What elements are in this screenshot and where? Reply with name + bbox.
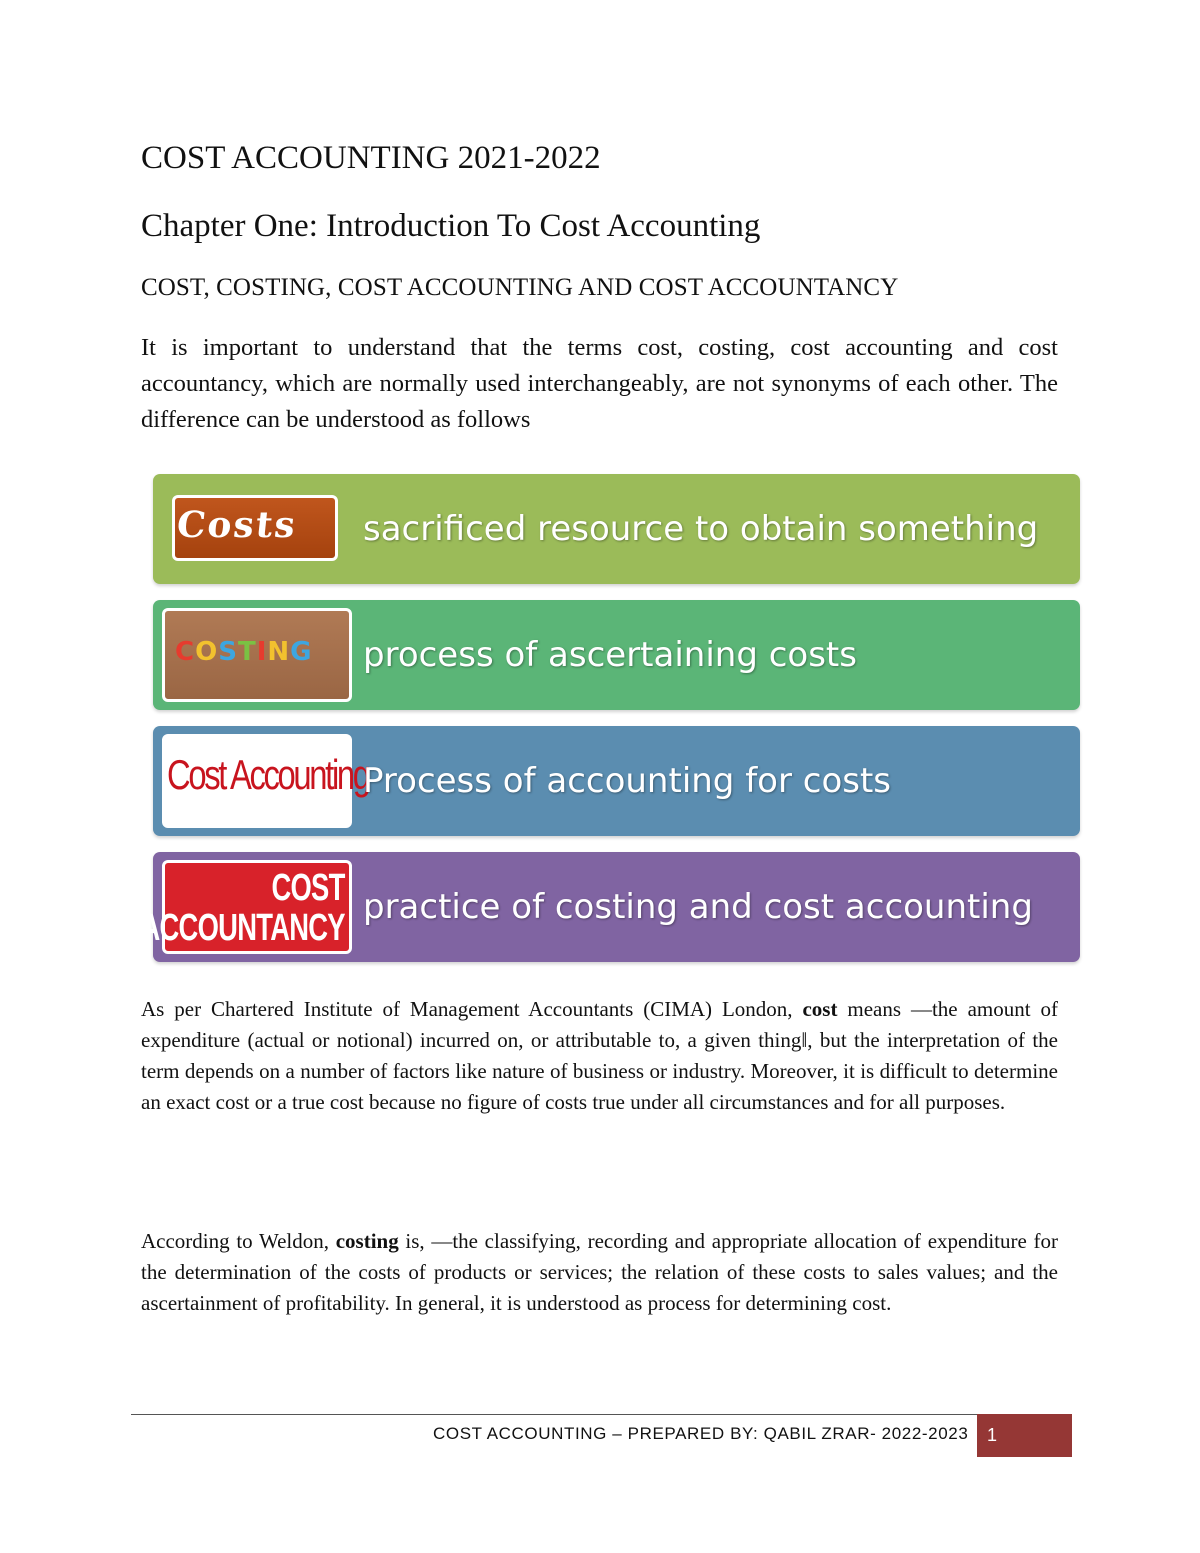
p2-text-a: According to Weldon, xyxy=(141,1229,336,1253)
section-heading: COST, COSTING, COST ACCOUNTING AND COST ACCOUNTANCY xyxy=(141,274,899,301)
costs-thumbnail xyxy=(172,495,338,561)
cost-accountancy-thumbnail-line1: COST xyxy=(271,867,345,909)
cost-accountancy-thumbnail-line2: ACCOUNTANCY xyxy=(140,907,345,949)
cima-definition-paragraph xyxy=(141,994,1058,1118)
definition-band-cost-accounting xyxy=(153,726,1080,836)
p1-text-b: means ―the amount of expenditure (actual or notional) incurred on, or attributable to, a given thing‖, but the interpretation of the term depends on a number of factors like nature of business or industry. Moreover, it is difficult to determine an exact cost or a true cost because no figure of costs true under all circumstances and for all purposes. xyxy=(141,997,1058,1114)
p2-text-b: is, ―the classifying, recording and appropriate allocation of expenditure for the determination of the costs of products or services; the relation of these costs to sales values; and the ascertainment of profitability. In general, it is understood as process for determining cost. xyxy=(141,1229,1059,1315)
p2-bold-term: costing xyxy=(335,1229,399,1253)
footer-text: COST ACCOUNTING – PREPARED BY: QABIL ZRAR- 2022-2023 xyxy=(433,1424,969,1443)
definition-label-costing: process of ascertaining costs xyxy=(363,635,857,675)
costing-thumbnail xyxy=(162,608,352,702)
cost-accounting-thumbnail xyxy=(162,734,369,828)
intro-paragraph: It is important to understand that the terms cost, costing, cost accounting and cost accountancy, which are normally used interchangeably, are not synonyms of each other. The difference can be understood as follows xyxy=(141,334,1058,433)
cost-accounting-thumbnail-text: Cost Accounting xyxy=(167,751,369,798)
definition-band-cost-accountancy xyxy=(140,852,1080,962)
p1-text-a: As per Chartered Institute of Management Accountants (CIMA) London, xyxy=(141,997,803,1021)
definition-label-cost: sacrificed resource to obtain something xyxy=(363,509,1039,549)
p1-bold-term: cost xyxy=(802,997,838,1021)
cost-accountancy-thumbnail xyxy=(140,860,352,954)
definition-band-costing xyxy=(153,600,1080,710)
definition-band-cost xyxy=(153,474,1080,584)
definition-label-cost-accountancy: practice of costing and cost accounting xyxy=(363,887,1033,927)
definition-label-cost-accounting: Process of accounting for costs xyxy=(363,761,892,801)
footer-divider xyxy=(131,1414,977,1415)
costing-thumbnail-text: COSTING xyxy=(175,637,313,667)
page-number: 1 xyxy=(977,1414,1072,1457)
costs-thumbnail-text: Costs xyxy=(174,504,300,546)
weldon-definition-paragraph xyxy=(141,1226,1058,1319)
document-title: COST ACCOUNTING 2021-2022 xyxy=(141,140,601,176)
chapter-title: Chapter One: Introduction To Cost Accounting xyxy=(141,208,761,244)
